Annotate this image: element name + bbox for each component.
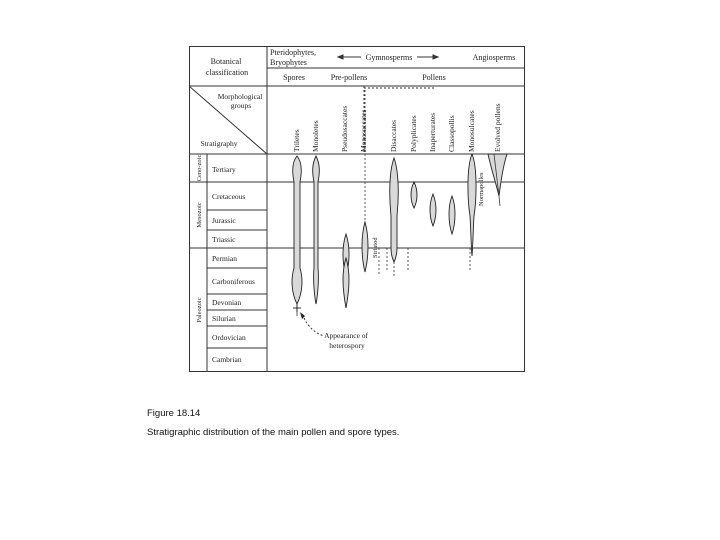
- prepollens-label: Pre-pollens: [330, 73, 368, 82]
- range-pseudosaccates-lower: [343, 258, 349, 308]
- range-monosulcates: [468, 154, 476, 256]
- range-triletes: [292, 156, 302, 304]
- era-mesozoic: Mesozoic: [196, 202, 203, 228]
- group-label: Inaperturates: [428, 112, 437, 152]
- era-cenozoic: Ceno-zoic: [196, 154, 203, 182]
- range-monoletes: [313, 156, 320, 304]
- group-labels: [292, 103, 502, 152]
- morphological-groups-label: Morphological groups: [217, 92, 263, 110]
- period-label: Cambrian: [212, 355, 242, 364]
- pteridophytes-label: Pteridophytes, Bryophytes: [270, 48, 316, 67]
- normapolles-label: Normapolles: [478, 172, 485, 206]
- group-label: Disaccates: [389, 119, 398, 152]
- period-label: Permian: [212, 254, 237, 263]
- group-label: Monosaccates: [359, 109, 368, 152]
- range-shapes: [292, 154, 507, 308]
- era-paleozoic: Paleozoic: [196, 297, 203, 323]
- striatod-label: Striatod: [372, 237, 379, 258]
- range-inaperturates: [430, 194, 436, 226]
- figure-caption: Stratigraphic distribution of the main pollen and spore types.: [147, 427, 400, 438]
- period-label: Silurian: [212, 314, 236, 323]
- period-label: Tertiary: [212, 165, 236, 174]
- stratigraphy-label: Stratigraphy: [200, 139, 238, 148]
- period-label: Jurassic: [212, 216, 236, 225]
- period-label: Devonian: [212, 298, 242, 307]
- group-label: Monosulcates: [467, 110, 476, 152]
- group-label: Classopollis: [447, 115, 456, 152]
- group-label: Pseudosaccates: [340, 105, 349, 152]
- group-label: Monoletes: [311, 120, 320, 152]
- stratigraphic-chart: [189, 46, 525, 372]
- period-label: Ordovician: [212, 333, 246, 342]
- spores-label: Spores: [283, 73, 305, 82]
- angiosperms-label: Angiosperms: [472, 53, 516, 62]
- group-label: Polyplicates: [409, 115, 418, 152]
- botanical-classification-label: Botanical classification: [205, 57, 249, 77]
- heterospory-label: Appearance of heterospory: [324, 331, 369, 350]
- period-label: Cretaceous: [212, 192, 246, 201]
- figure-label: Figure 18.14: [147, 408, 201, 419]
- range-disaccates: [390, 158, 398, 262]
- period-labels: [212, 165, 255, 364]
- range-evolved-pollens: [488, 154, 507, 196]
- pollens-label: Pollens: [422, 73, 446, 82]
- range-monosaccates: [362, 222, 368, 272]
- group-label: Evolved pollens: [493, 103, 502, 152]
- range-polyplicates: [411, 182, 417, 208]
- group-label: Triletes: [292, 129, 301, 152]
- period-label: Triassic: [212, 235, 236, 244]
- period-label: Carboniferous: [212, 277, 255, 286]
- range-classopollis: [449, 196, 455, 234]
- gymnosperms-label: Gymnosperms: [365, 53, 413, 62]
- heterospory-marker: [293, 304, 324, 336]
